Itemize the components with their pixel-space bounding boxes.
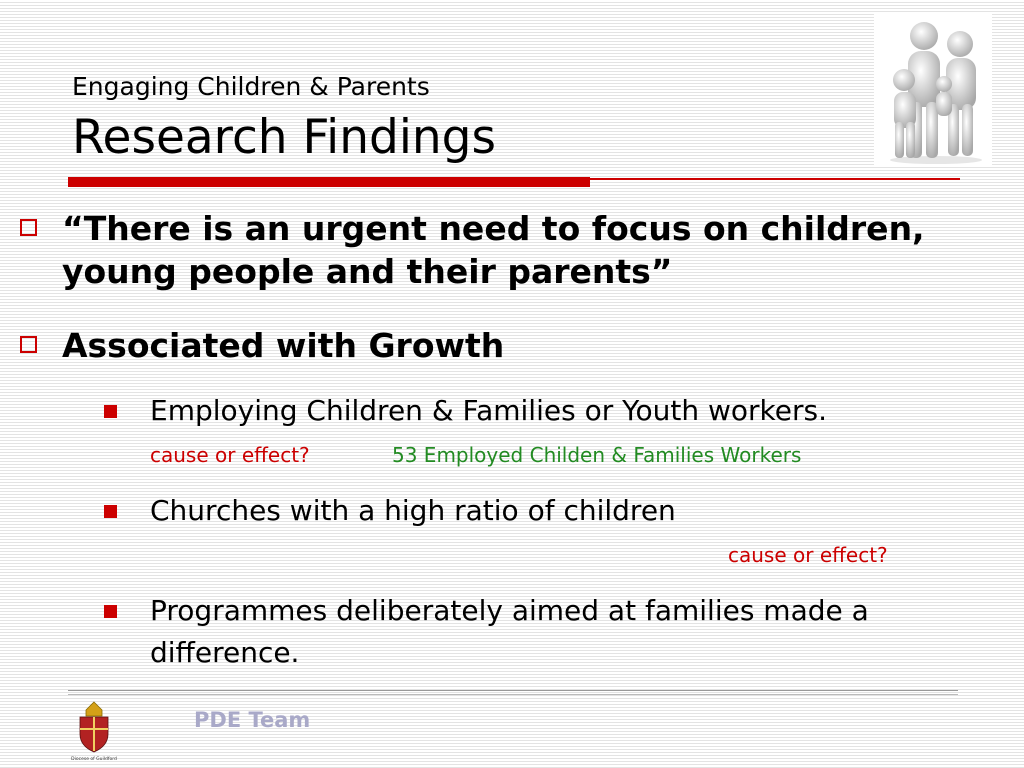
bullet-text: Associated with Growth: [62, 326, 505, 365]
sub-bullet-text: Programmes deliberately aimed at families made a difference.: [150, 594, 869, 669]
slide-title: Research Findings: [72, 110, 496, 165]
sub-bullet-text: Churches with a high ratio of children: [150, 494, 676, 527]
note-cause-or-effect: cause or effect?: [728, 543, 888, 567]
title-underline-bar: [68, 177, 590, 187]
svg-text:Diocese of Guildford: Diocese of Guildford: [71, 757, 117, 762]
diocese-crest-logo: [68, 700, 120, 762]
filled-square-bullet-icon: [104, 605, 117, 618]
filled-square-bullet-icon: [104, 505, 117, 518]
title-underline-thin: [590, 178, 960, 180]
footer-team-label: PDE Team: [194, 708, 311, 732]
filled-square-bullet-icon: [104, 405, 117, 418]
note-cause-or-effect: cause or effect?: [150, 443, 310, 467]
slide-subtitle: Engaging Children & Parents: [72, 72, 430, 101]
bullet-text: “There is an urgent need to focus on children, young people and their parents”: [62, 209, 925, 291]
footer-divider: [68, 690, 958, 691]
family-figures-image: [874, 14, 992, 166]
footer-divider: [68, 694, 958, 695]
note-employed-workers: 53 Employed Childen & Families Workers: [392, 443, 802, 467]
hollow-square-bullet-icon: [20, 336, 37, 353]
hollow-square-bullet-icon: [20, 219, 37, 236]
sub-bullet-text: Employing Children & Families or Youth workers.: [150, 394, 827, 427]
